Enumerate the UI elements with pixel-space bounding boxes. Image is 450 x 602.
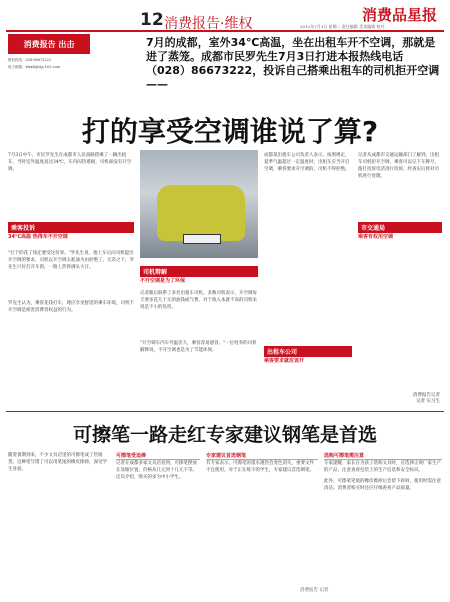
article-column: 记者从成都市交通运输部门了解到，出租车司机拒开空调，乘客可以记下车牌号，拨打投诉电话进行投诉，经查实后将对司机进行处理。 xyxy=(358,153,439,179)
license-plate xyxy=(183,234,221,244)
box-subtitle: 不开空调是为了环保 xyxy=(140,278,186,284)
box-transport-bureau xyxy=(358,222,442,240)
article-column: 专家提醒，家长在为孩子选购文具时，应选择正规厂家生产的产品，注意查看包装上的生产信息和安全标识。 xyxy=(324,461,441,473)
box-taxi-company xyxy=(264,346,352,364)
box-title: 出租车公司 xyxy=(264,346,352,357)
box-title: 市交通局 xyxy=(358,222,442,233)
box-subtitle: 乘客要求就应该开 xyxy=(264,358,305,364)
promo-badge: 消费报告 出击 xyxy=(8,34,90,54)
page-number: 12 xyxy=(140,10,164,30)
box-title: 乘客投诉 xyxy=(8,222,134,233)
header-meta: 2012年7月3日 星期二 责任编辑 美术编辑 校对 xyxy=(300,24,385,29)
article-intro: 随着暑期到来，不少文具店里的可擦笔成了热销货。这种笔写错了可以用笔尾的橡皮擦掉，深受学生喜爱。 xyxy=(8,453,107,472)
column-subhead: 专家建议首选钢笔 xyxy=(206,453,247,459)
box-subtitle: 34℃高温 热得车不开空调 xyxy=(8,234,68,240)
article-column: 成都某出租车公司负责人表示，按照规定，夏季气温超过一定温度时，出租车应当开启空调，乘客要求开空调的，司机不得拒绝。 xyxy=(264,153,350,172)
section-title: 消费报告·维权 xyxy=(164,16,253,32)
box-passenger-complaint xyxy=(8,222,134,240)
contact-info xyxy=(8,57,138,71)
box-title: 司机辩解 xyxy=(140,266,258,277)
article-column-block xyxy=(116,452,200,481)
article-column: 有专家表示，可擦笔的墨水遇热会变色消失，重要文件不宜使用。对于正在练字的学生，专家建议首选钢笔。 xyxy=(206,461,314,473)
article-column: 记者随后联系了多名出租车司机。多数司机表示，开空调每天要多花几十元的油钱或气费，对于收入本就不高的司机来说是不小的负担。 xyxy=(140,291,257,310)
byline-line: 记者 实习生 xyxy=(416,399,440,404)
article-column: "打个的花了钱还要受这份罪。"罗先生说，他上车后向司机提出开空调的要求，司机以开空调太耗油为由拒绝了。无奈之下，罗先生只好打开车窗，一路上热得满头大汗。 xyxy=(8,251,134,270)
article-column: 记者在成都多家文具店看到，可擦笔摆放在显眼位置，价格从几元到十几元不等。店员介绍，购买的多为中小学生。 xyxy=(116,461,197,480)
taxi-car-shape xyxy=(157,185,245,241)
footer-note: 消费报告 记者 xyxy=(300,588,329,593)
contact-line: 电子邮箱：xfzxb@vip.163.com xyxy=(8,65,60,69)
headline-secondary: 可擦笔一路走红专家建议钢笔是首选 xyxy=(72,424,377,446)
column-subhead: 可擦笔受追捧 xyxy=(116,453,147,459)
newspaper-logo: 消费品星报 xyxy=(362,6,438,24)
byline-line: 消费报告记者 xyxy=(413,393,440,398)
article-column: "开空调车内车外温差大，乘客容易感冒。"一位姓李的司机解释说，不开空调也是为了节能环保。 xyxy=(140,341,257,353)
contact-line: 维权热线：028-86673222 xyxy=(8,58,52,62)
article-column-block xyxy=(206,452,318,474)
headline: 打的享受空调谁说了算? xyxy=(81,115,379,148)
section-divider xyxy=(6,411,444,412)
article-intro: 7月3日中午，市民罗先生在成都市人民南路搭乘了一辆出租车，当时室外温度高达34℃，车内闷热难耐，司机却没有开空调。 xyxy=(8,153,132,172)
byline xyxy=(340,392,440,404)
lead-paragraph: 7月的成都，室外34℃高温，坐在出租车开不空调，那就是进了蒸笼。成都市民罗先生7月3日打进本报热线电话（028）86673222，投诉自己搭乘出租车的司机拒开空调—— xyxy=(146,36,440,91)
column-subhead: 选购可擦笔需注意 xyxy=(324,453,365,459)
article-column-block xyxy=(324,452,442,492)
article-column: 此外，可擦笔笔尾的橡皮擦掉后会留下碎屑，使用时需注意清洁。消费者购买时还应仔细查看产品质量。 xyxy=(324,479,441,491)
box-subtitle: 乘客有权用空调 xyxy=(358,234,394,240)
article-column: 罗先生认为，乘客花钱打车，理应享受舒适的乘车环境，司机不开空调是损害消费者权益的行为。 xyxy=(8,301,134,313)
box-driver-reply xyxy=(140,266,258,284)
